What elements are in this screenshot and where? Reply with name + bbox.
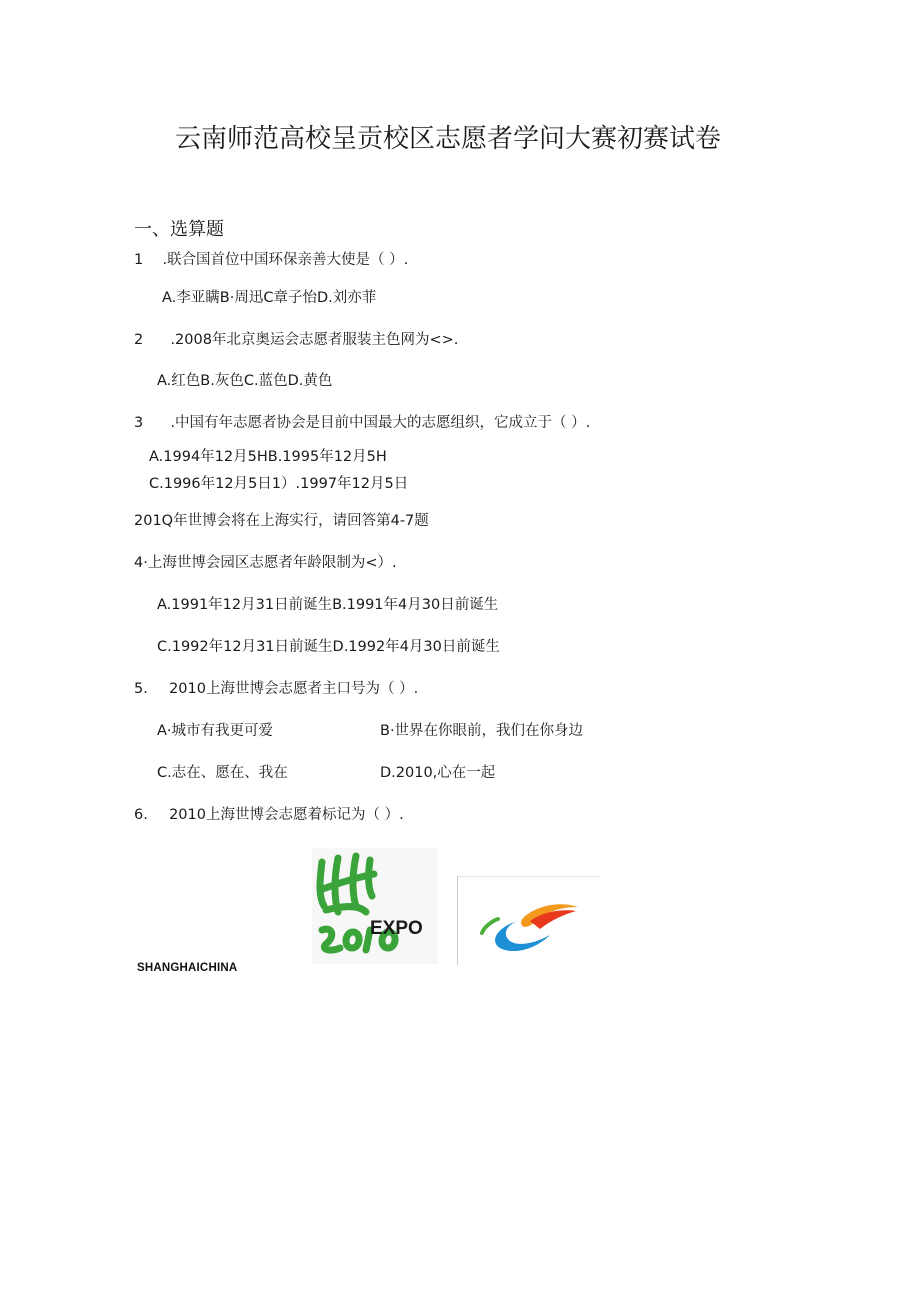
question-text: .2008年北京奥运会志愿者服装主色网为<>.: [170, 332, 459, 348]
question-5-option-b: B·世界在你眼前，我们在你身边: [380, 723, 584, 739]
question-text: 2010上海世博会志愿者主口号为（ ）.: [169, 681, 419, 697]
question-3-options-ab: A.1994年12月5HB.1995年12月5H: [149, 449, 387, 465]
question-number: 1: [134, 252, 144, 268]
question-number: 2: [134, 332, 144, 348]
section-heading: 一、选算题: [134, 219, 224, 240]
group-note: 201Q年世博会将在上海实行，请回答第4-7题: [134, 513, 429, 529]
document-title: 云南师范高校呈贡校区志愿者学问大赛初赛试卷: [174, 124, 721, 154]
question-2-options: A.红色B.灰色C.蓝色D.黄色: [157, 373, 333, 389]
volunteer-emblem-icon: [458, 877, 601, 965]
question-4-options-ab: A.1991年12月31日前诞生B.1991年4月30日前诞生: [157, 597, 499, 613]
question-5-option-a: A·城市有我更可爱: [157, 723, 274, 739]
question-5: [134, 677, 418, 698]
question-3: [134, 411, 590, 432]
question-3-options-cd: C.1996年12月5日1）.1997年12月5日: [149, 476, 409, 492]
question-text: .联合国首位中国环保亲善大使是（ ）.: [162, 252, 409, 268]
question-1-options: A.李亚瞒B·周迅C章子怡D.刘亦菲: [162, 290, 377, 306]
question-5-option-c: C.志在、愿在、我在: [157, 765, 288, 781]
question-5-option-d: D.2010,心在一起: [380, 765, 496, 781]
expo-2010-logo: [312, 848, 438, 964]
question-4: 4·上海世博会园区志愿者年龄限制为<）.: [134, 555, 397, 571]
question-1: [134, 248, 408, 269]
question-text: 2010上海世博会志愿着标记为（ ）.: [169, 807, 404, 823]
question-number: 5.: [134, 681, 148, 697]
question-6: [134, 803, 404, 824]
volunteer-logo: [457, 876, 601, 965]
question-number: 6.: [134, 807, 148, 823]
logo-caption: SHANGHAICHINA: [137, 962, 238, 974]
question-number: 3: [134, 415, 144, 431]
expo-logo-text: EXPO: [370, 918, 423, 939]
question-2: [134, 328, 458, 349]
expo-emblem-icon: [312, 848, 438, 964]
question-4-options-cd: C.1992年12月31日前诞生D.1992年4月30日前诞生: [157, 639, 500, 655]
question-text: .中国有年志愿者协会是目前中国最大的志愿组织，它成立于（ ）.: [170, 415, 591, 431]
